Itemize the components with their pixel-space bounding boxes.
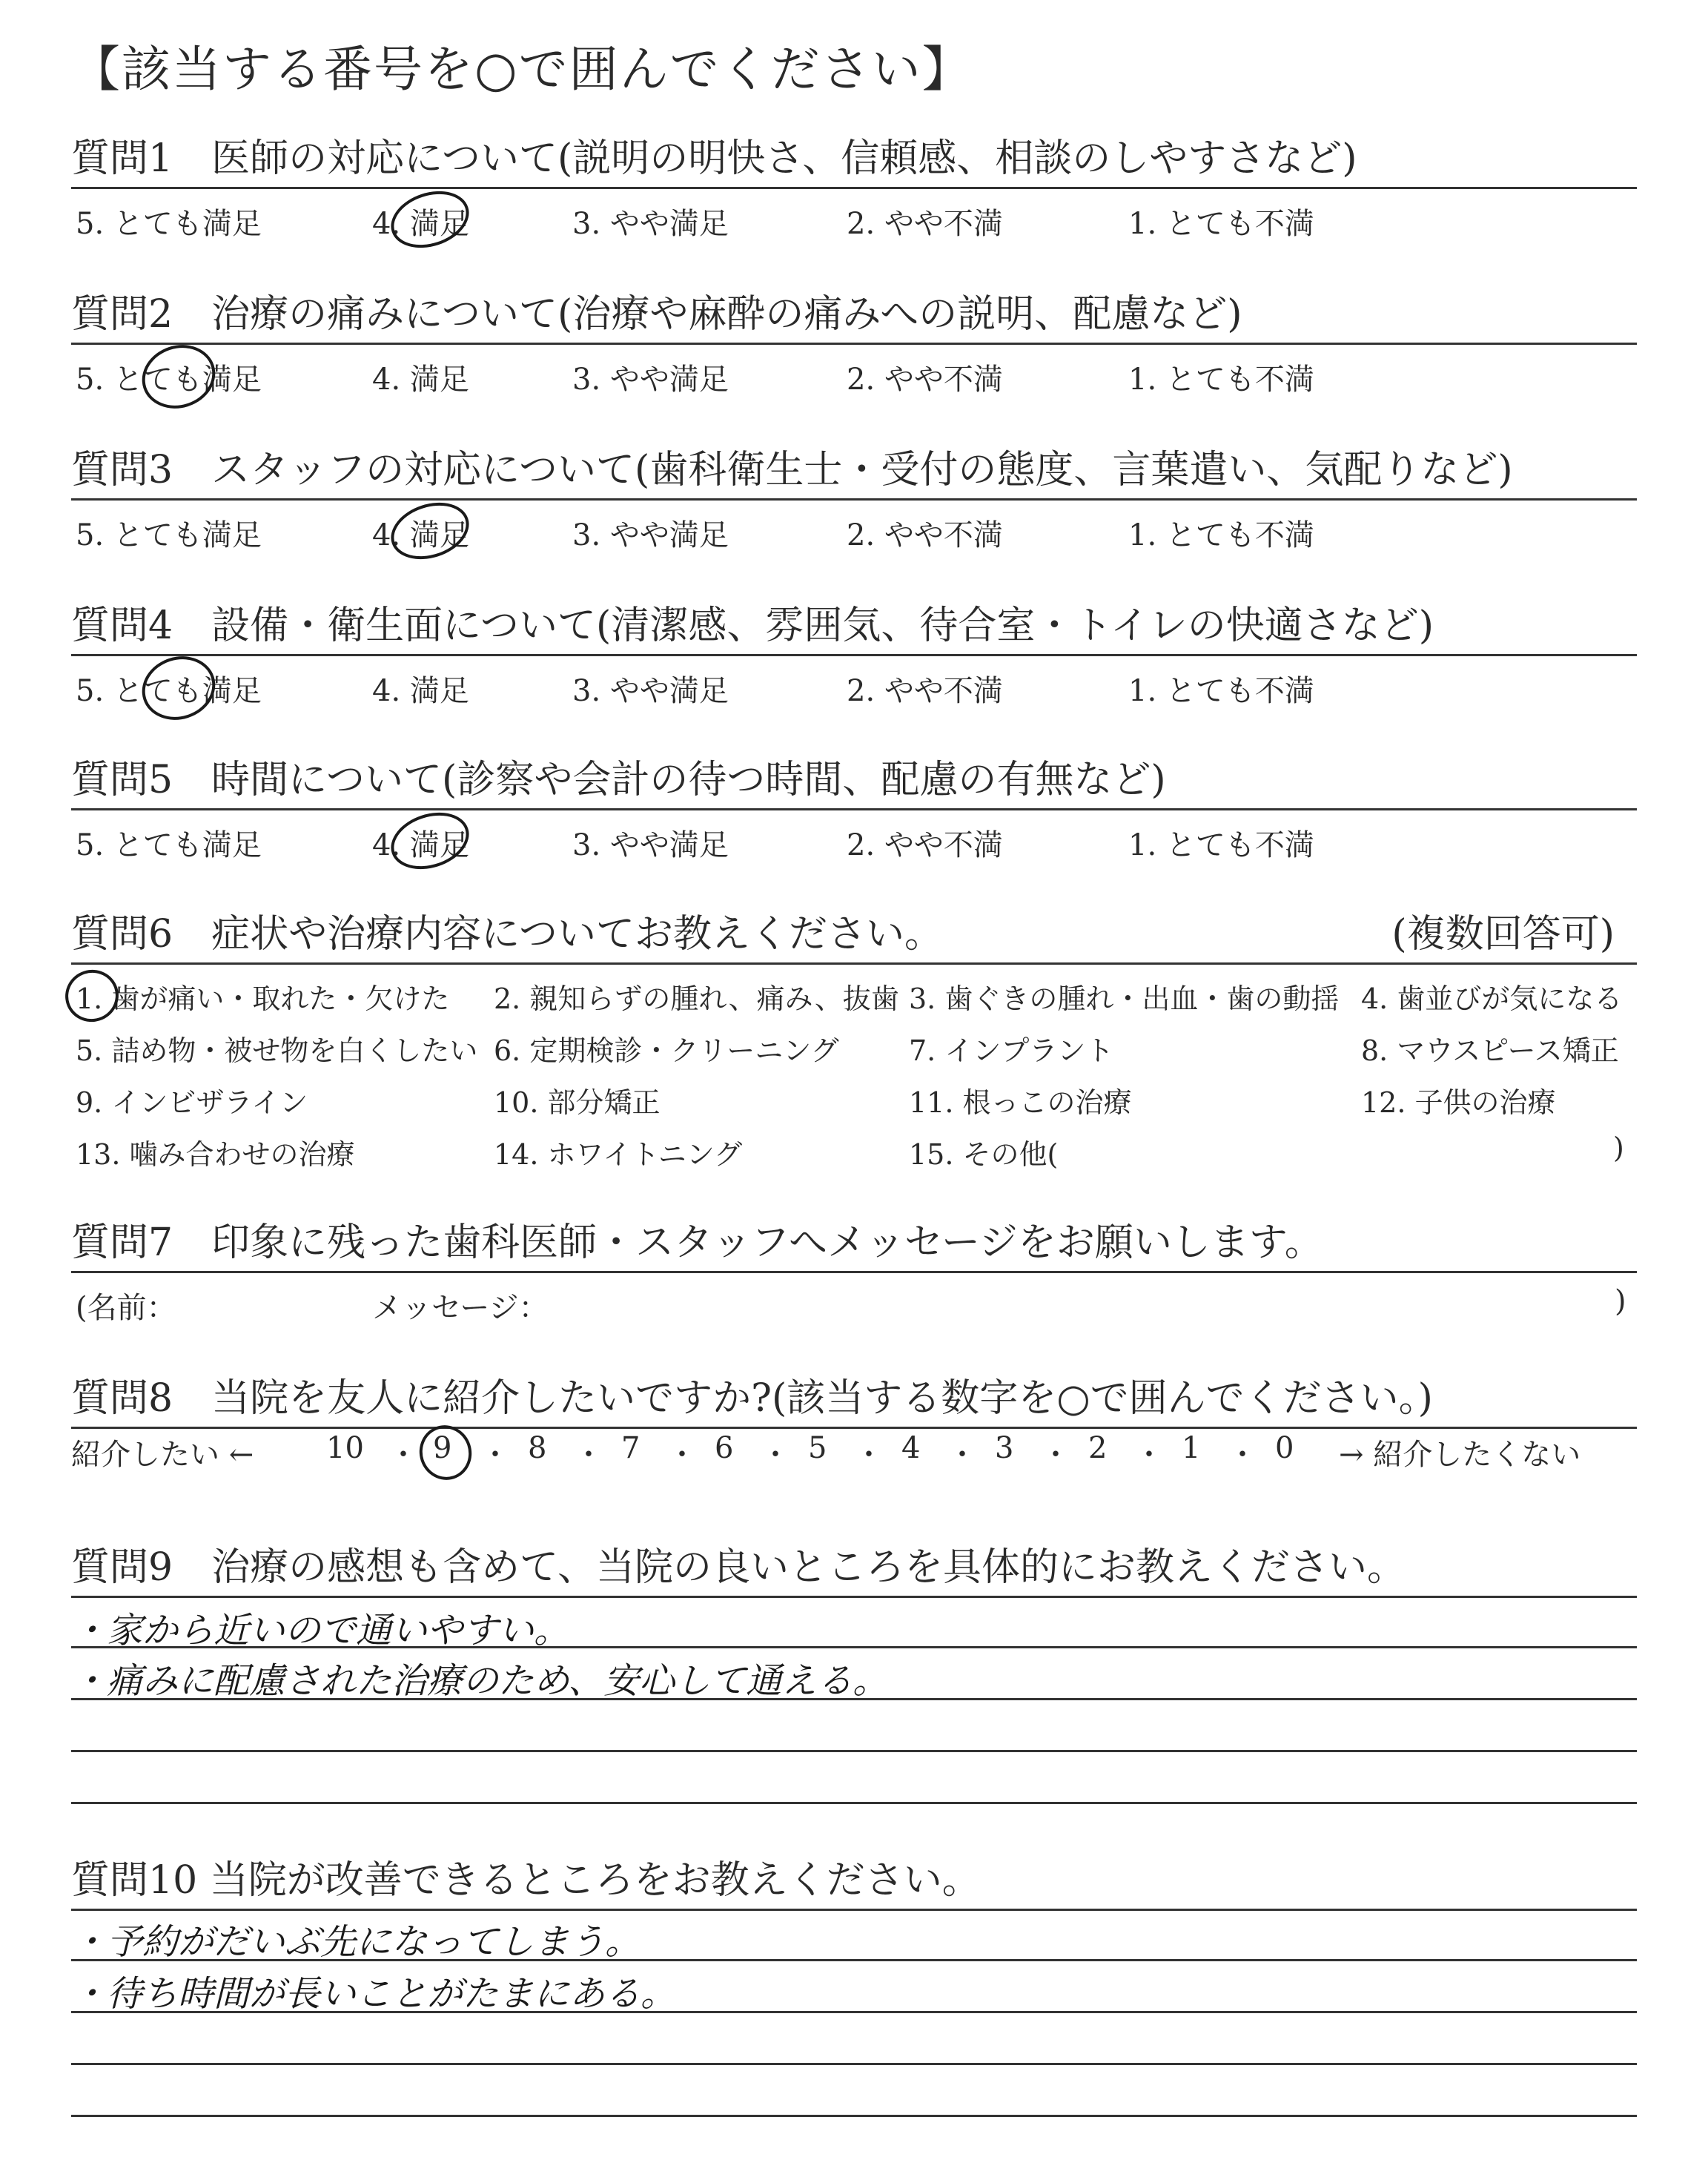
question-10-heading: 質問10 当院が改善できるところをお教えください。 xyxy=(71,1858,981,1903)
selection-circle-mark xyxy=(133,336,223,418)
divider xyxy=(71,343,1637,345)
symptom-option[interactable]: 13. 噛み合わせの治療 xyxy=(76,1138,355,1171)
question-1 xyxy=(71,132,1637,241)
question-4 xyxy=(71,599,1637,708)
selection-circle-mark xyxy=(384,182,477,257)
question-1-heading: 質問1 医師の対応について(説明の明快さ、信頼感、相談のしやすさなど) xyxy=(71,136,1357,181)
selection-circle-mark xyxy=(133,647,223,730)
answer-line xyxy=(71,1802,1637,1804)
scale-left-label: 紹介したい ← xyxy=(71,1438,254,1472)
message-label: メッセージ： xyxy=(372,1291,549,1325)
option-5[interactable]: 5. とても満足 xyxy=(76,518,262,552)
divider xyxy=(71,962,1637,965)
scale-6[interactable]: 6 xyxy=(715,1431,734,1465)
scale-8[interactable]: 8 xyxy=(528,1431,547,1465)
symptom-option[interactable]: 14. ホワイトニング xyxy=(494,1138,743,1171)
question-6-heading xyxy=(71,908,1637,961)
selection-circle-mark xyxy=(384,493,477,569)
option-5[interactable]: 5. とても満足 xyxy=(76,674,262,708)
selection-circle-mark xyxy=(384,803,477,879)
scale-4[interactable]: 4 xyxy=(901,1431,921,1465)
divider xyxy=(71,1427,1637,1429)
symptom-option[interactable]: 15. その他( xyxy=(909,1138,1059,1171)
scale-3[interactable]: 3 xyxy=(995,1431,1014,1465)
question-2 xyxy=(71,288,1637,397)
question-5-heading: 質問5 時間について(診察や会計の待つ時間、配慮の有無など) xyxy=(71,758,1166,802)
divider xyxy=(71,808,1637,810)
answer-line xyxy=(71,1909,1637,1911)
page-title: 【該当する番号を○で囲んでください】 xyxy=(71,41,973,98)
scale-1[interactable]: 1 xyxy=(1182,1431,1201,1465)
answer-line xyxy=(71,2063,1637,2065)
symptom-option[interactable]: 7. インプラント xyxy=(909,1034,1114,1067)
scale-dot: ・ xyxy=(1134,1438,1164,1472)
option-4[interactable]: 4. 満足 xyxy=(372,674,469,708)
scale-right-label: → 紹介したくない xyxy=(1339,1438,1581,1472)
question-8 xyxy=(71,1372,1637,1425)
option-3[interactable]: 3. やや満足 xyxy=(572,518,729,552)
symptom-option[interactable]: 8. マウスピース矯正 xyxy=(1361,1034,1619,1067)
handwritten-answer: ・痛みに配慮された治療のため、安心して通える。 xyxy=(71,1660,889,1702)
option-5[interactable]: 5. とても満足 xyxy=(76,828,262,862)
scale-dot: ・ xyxy=(1041,1438,1070,1472)
answer-line xyxy=(71,1750,1637,1752)
option-1[interactable]: 1. とても不満 xyxy=(1128,828,1314,862)
option-2[interactable]: 2. やや不満 xyxy=(847,674,1003,708)
option-3[interactable]: 3. やや満足 xyxy=(572,207,729,241)
divider xyxy=(71,654,1637,656)
other-close-paren: ) xyxy=(1613,1132,1624,1164)
question-3-heading: 質問3 スタッフの対応について(歯科衛生士・受付の態度、言葉遣い、気配りなど) xyxy=(71,448,1513,492)
scale-dot: ・ xyxy=(574,1438,603,1472)
symptom-option[interactable]: 10. 部分矯正 xyxy=(494,1086,661,1119)
question-3 xyxy=(71,443,1637,552)
option-1[interactable]: 1. とても不満 xyxy=(1128,674,1314,708)
question-9 xyxy=(71,1541,1637,1594)
scale-dot: ・ xyxy=(1228,1438,1257,1472)
symptom-option[interactable]: 5. 詰め物・被せ物を白くしたい xyxy=(76,1034,478,1067)
option-1[interactable]: 1. とても不満 xyxy=(1128,207,1314,241)
scale-dot: ・ xyxy=(761,1438,790,1472)
option-3[interactable]: 3. やや満足 xyxy=(572,828,729,862)
option-4[interactable]: 4. 満足 xyxy=(372,207,469,241)
option-5[interactable]: 5. とても満足 xyxy=(76,207,262,241)
option-2[interactable]: 2. やや不満 xyxy=(847,518,1003,552)
option-4[interactable]: 4. 満足 xyxy=(372,363,469,397)
scale-9[interactable]: 9 xyxy=(433,1431,452,1465)
symptom-option[interactable]: 9. インビザライン xyxy=(76,1086,308,1119)
option-1[interactable]: 1. とても不満 xyxy=(1128,518,1314,552)
multiple-answers-note: (複数回答可) xyxy=(1391,912,1615,957)
scale-dot: ・ xyxy=(480,1438,510,1472)
handwritten-answer: ・予約がだいぶ先になってしまう。 xyxy=(71,1921,641,1963)
answer-line xyxy=(71,2115,1637,2117)
symptom-option[interactable]: 3. 歯ぐきの腫れ・出血・歯の動揺 xyxy=(909,982,1340,1015)
answer-line xyxy=(71,1596,1637,1598)
question-4-heading: 質問4 設備・衛生面について(清潔感、雰囲気、待合室・トイレの快適さなど) xyxy=(71,604,1434,648)
scale-dot: ・ xyxy=(854,1438,884,1472)
divider xyxy=(71,1271,1637,1273)
question-9-heading: 質問9 治療の感想も含めて、当院の良いところを具体的にお教えください。 xyxy=(71,1545,1406,1590)
name-label: (名前： xyxy=(76,1291,176,1325)
question-10 xyxy=(71,1854,1637,1907)
symptom-option[interactable]: 12. 子供の治療 xyxy=(1361,1086,1556,1119)
symptom-option[interactable]: 6. 定期検診・クリーニング xyxy=(494,1034,839,1067)
symptom-option[interactable]: 2. 親知らずの腫れ、痛み、抜歯 xyxy=(494,982,899,1015)
question-8-heading: 質問8 当院を友人に紹介したいですか?(該当する数字を○で囲んでください。) xyxy=(71,1376,1433,1421)
divider xyxy=(71,187,1637,189)
scale-dot: ・ xyxy=(388,1438,418,1472)
option-4[interactable]: 4. 満足 xyxy=(372,518,469,552)
symptom-option[interactable]: 4. 歯並びが気になる xyxy=(1361,982,1623,1015)
symptom-option[interactable]: 11. 根っこの治療 xyxy=(909,1086,1132,1119)
divider xyxy=(71,498,1637,501)
handwritten-answer: ・家から近いので通いやすい。 xyxy=(71,1610,570,1651)
option-2[interactable]: 2. やや不満 xyxy=(847,828,1003,862)
scale-dot: ・ xyxy=(667,1438,697,1472)
scale-0[interactable]: 0 xyxy=(1275,1431,1294,1465)
question-7 xyxy=(71,1216,1637,1325)
scale-2[interactable]: 2 xyxy=(1088,1431,1108,1465)
option-4[interactable]: 4. 満足 xyxy=(372,828,469,862)
close-paren: ) xyxy=(1615,1284,1626,1318)
option-3[interactable]: 3. やや満足 xyxy=(572,674,729,708)
scale-10[interactable]: 10 xyxy=(326,1431,364,1465)
scale-5[interactable]: 5 xyxy=(808,1431,827,1465)
scale-dot: ・ xyxy=(947,1438,977,1472)
option-2[interactable]: 2. やや不満 xyxy=(847,363,1003,397)
question-5 xyxy=(71,753,1637,862)
handwritten-answer: ・待ち時間が長いことがたまにある。 xyxy=(71,1973,677,2015)
question-2-heading: 質問2 治療の痛みについて(治療や麻酔の痛みへの説明、配慮など) xyxy=(71,292,1242,337)
option-2[interactable]: 2. やや不満 xyxy=(847,207,1003,241)
question-7-heading: 質問7 印象に残った歯科医師・スタッフへメッセージをお願いします。 xyxy=(71,1221,1323,1265)
scale-7[interactable]: 7 xyxy=(621,1431,640,1465)
symptom-option[interactable]: 1. 歯が痛い・取れた・欠けた xyxy=(76,982,450,1015)
option-1[interactable]: 1. とても不満 xyxy=(1128,363,1314,397)
option-5[interactable]: 5. とても満足 xyxy=(76,363,262,397)
question-6 xyxy=(71,908,1637,1171)
question-6-text: 質問6 症状や治療内容についてお教えください。 xyxy=(71,912,944,957)
option-3[interactable]: 3. やや満足 xyxy=(572,363,729,397)
